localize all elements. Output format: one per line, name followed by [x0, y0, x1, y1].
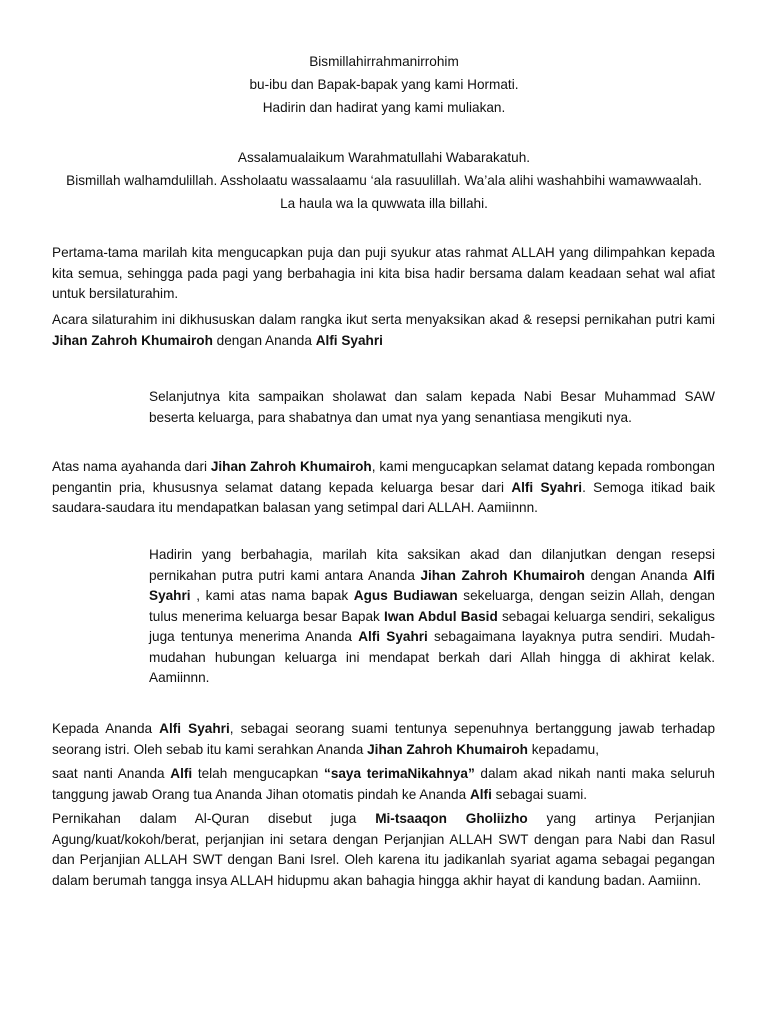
opening-block	[0, 50, 768, 119]
bold-name: Iwan Abdul Basid	[384, 608, 498, 624]
opening-line: Hadirin dan hadirat yang kami muliakan.	[262, 100, 506, 115]
bold-name: Alfi Syahri	[358, 629, 428, 644]
bold-name: Alfi Syahri	[315, 332, 383, 348]
salam-block	[60, 146, 708, 215]
opening-line: Bismillahirrahmanirrohim	[309, 54, 459, 69]
bold-name: Alfi Syahri	[511, 479, 583, 495]
paragraph-text: Pernikahan dalam Al-Quran disebut juga	[52, 811, 376, 826]
salam-line: Bismillah walhamdulillah. Assholaatu wassalaamu ‘ala rasuulillah. Wa’ala alihi washahbihi wamawwaalah. La haula wa la quwwata illa billahi.	[66, 173, 702, 211]
paragraph-text: dengan Ananda	[584, 567, 694, 583]
bold-name: Jihan Zahroh Khumairoh	[210, 459, 372, 474]
paragraph-text: , kami mengucapkan selamat datang kepada rombongan pengantin pria, khususnya selamat datang kepada keluarga besar dari	[52, 459, 715, 495]
paragraph-text: Pertama-tama marilah kita mengucapkan puja dan puji syukur atas rahmat ALLAH yang dilimpahkan kepada kita semua, sehingga pada pagi yang berbahagia ini kita bisa hadir bersama dalam keadaan sehat wal afiat untuk bersilaturahim.	[52, 245, 715, 301]
paragraph	[52, 764, 715, 805]
bold-name: Alfi Syahri	[149, 567, 716, 603]
paragraph	[149, 545, 715, 689]
paragraph-text: Acara silaturahim ini dikhususkan dalam rangka ikut serta menyaksikan akad & resepsi pernikahan putri kami	[52, 312, 715, 327]
paragraph-text: Atas nama ayahanda dari	[52, 459, 211, 474]
paragraph	[52, 243, 715, 305]
paragraph-text: kepadamu,	[527, 741, 600, 757]
paragraph-text: telah mengucapkan	[192, 766, 325, 781]
bold-name: Alfi	[469, 786, 492, 802]
paragraph-text: sebagai suami.	[491, 786, 588, 802]
opening-line: bu-ibu dan Bapak-bapak yang kami Hormati.	[249, 77, 519, 92]
bold-name: Agus Budiawan	[353, 588, 458, 603]
paragraph-text: Selanjutnya kita sampaikan sholawat dan salam kepada Nabi Besar Muhammad SAW beserta keluarga, para shabatnya dan umat nya yang senantiasa mengikuti nya.	[149, 389, 715, 425]
bold-name: Mi-tsaaqon Gholiizho	[375, 811, 528, 826]
bold-name: Alfi Syahri	[159, 721, 230, 736]
paragraph-text: yang artinya Perjanjian Agung/kuat/kokoh/berat, perjanjian ini setara dengan Perjanjian ALLAH SWT dengan para Nabi dan Rasul dan Perjanjian ALLAH SWT dengan Bani Isrel. Oleh karena itu jadikanlah syariat agama sebagai pegangan dalam berumah tangga insya ALLAH hidupmu akan bahagia hingga akhir hayat di kandung badan. Aamiinn.	[52, 811, 715, 888]
paragraph	[52, 719, 715, 760]
paragraph-text: dalam akad nikah nanti maka seluruh tanggung jawab Orang tua Ananda Jihan otomatis pindah ke Ananda	[52, 766, 715, 802]
paragraph-text: , kami atas nama bapak	[190, 588, 354, 603]
bold-name: Jihan Zahroh Khumairoh	[420, 567, 585, 583]
paragraph	[52, 457, 715, 519]
paragraph-text: saat nanti Ananda	[52, 766, 171, 781]
bold-name: Jihan Zahroh Khumairoh	[367, 741, 528, 757]
bold-name: “saya terimaNikahnya”	[324, 766, 475, 781]
paragraph	[52, 310, 715, 351]
bold-name: Alfi	[170, 766, 193, 781]
paragraph-text: . Semoga itikad baik saudara-saudara itu mendapatkan balasan yang setimpal dari ALLAH. Aamiinnn.	[52, 479, 715, 515]
paragraph-text: , sebagai seorang suami tentunya sepenuhnya bertanggung jawab terhadap seorang istri. Oleh sebab itu kami serahkan Ananda	[52, 721, 716, 757]
paragraph	[52, 809, 715, 891]
paragraph-text: Kepada Ananda	[52, 721, 160, 736]
paragraph-text: Hadirin yang berbahagia, marilah kita saksikan akad dan dilanjutkan dengan resepsi pernikahan putra putri kami antara Ananda	[149, 547, 715, 583]
paragraph-text: sebagai keluarga sendiri, sekaligus juga tentunya menerima Ananda	[149, 608, 715, 644]
paragraph-text: sebagaimana layaknya putra sendiri. Mudah-mudahan hubungan keluarga ini mendapat berkah dari Allah hingga di akhirat kelak. Aamiinnn.	[149, 629, 715, 685]
paragraph-text: sekeluarga, dengan seizin Allah, dengan tulus menerima keluarga besar Bapak	[149, 588, 715, 624]
paragraph-text: dengan Ananda	[212, 332, 316, 348]
paragraph	[149, 387, 715, 428]
bold-name: Jihan Zahroh Khumairoh	[52, 332, 213, 348]
salam-line: Assalamualaikum Warahmatullahi Wabarakatuh.	[237, 150, 531, 165]
